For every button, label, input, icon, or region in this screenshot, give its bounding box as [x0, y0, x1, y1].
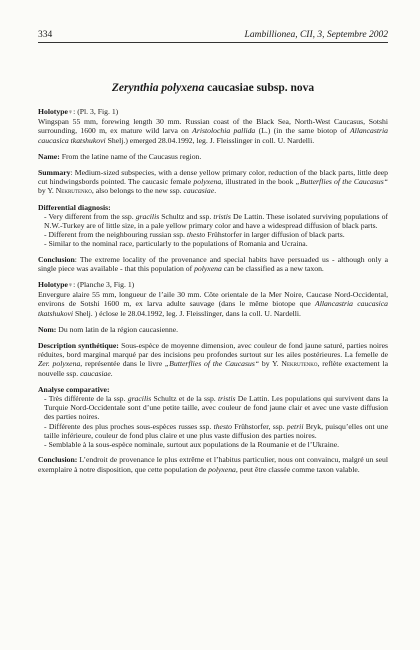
subspecies-name: caucasiae. — [80, 368, 113, 378]
summary-en-text: , also belongs to the new ssp. — [91, 186, 184, 196]
summary-en-text: , illustrated in the book — [221, 177, 296, 187]
diagnosis-en-heading: Differential diagnosis: — [38, 202, 111, 212]
nom-fr-text: Du nom latin de la région caucasienne. — [56, 324, 179, 334]
species-name: Zer. polyxena, — [38, 359, 83, 369]
author-name: Nekrutenko — [281, 359, 318, 369]
list-item: - Semblable à la sous-espèce nominale, surtout aux populations de la Roumanie et de l’Ukraine. — [44, 440, 340, 450]
holotype-en-paragraph — [38, 107, 388, 145]
conclusion-fr-text: L’endroit de provenance le plus extrême et l’habitus particulier, nous ont convaincu, malgré un seul exemplaire à notre disposition, que cette population de — [38, 455, 388, 474]
species-name: polyxena — [208, 464, 236, 474]
name-en-paragraph — [38, 152, 388, 161]
name-en-text: From the latine name of the Caucasus region. — [59, 151, 202, 161]
list-item: - Similar to the nominal race, particularly to the populations of Romania and Ucraina. — [44, 239, 308, 249]
running-header — [38, 30, 388, 43]
summary-en-label: Summary — [38, 168, 71, 178]
female-symbol-icon: ♀ — [67, 108, 74, 116]
conclusion-en-text: can be classified as a new taxon. — [221, 263, 324, 273]
holotype-en-text: (L.) (in the same biotop of — [255, 126, 350, 136]
name-en-label: Name: — [38, 151, 60, 161]
holotype-fr-text: Envergure alaire 55 mm, longueur de l’aile 30 mm. Côte orientale de la Mer Noire, Caucase Nord-Occidental, environs de Sotshi 1600 m, ex larva adulte sauvage (dans le même biotope que — [38, 290, 388, 309]
description-fr-text: by Y. — [259, 359, 282, 369]
holotype-en-text: Shelj.) emerged 28.04.1992, leg. J. Fleisslinger in coll. U. Nardelli. — [105, 135, 315, 145]
title-species: Zerynthia polyxena — [111, 82, 205, 94]
holotype-fr-label: Holotype — [38, 280, 68, 290]
summary-en-text: . — [214, 186, 217, 196]
holotype-fr-ref: : (Planche 3, Fig. 1) — [73, 280, 135, 290]
analyse-fr-list — [38, 394, 388, 449]
diagnosis-en-list — [38, 212, 388, 249]
conclusion-en-paragraph — [38, 255, 388, 273]
description-fr-paragraph — [38, 341, 388, 378]
species-name: polyxena — [194, 263, 222, 273]
book-title: „Butterflies of the Caucasus“ — [295, 177, 388, 187]
analyse-fr-heading: Analyse comparative: — [38, 384, 110, 394]
nom-fr-paragraph — [38, 325, 388, 334]
holotype-fr-paragraph — [38, 280, 388, 318]
article-body — [38, 82, 388, 481]
summary-en-paragraph — [38, 168, 388, 196]
taxon-name: Allancastria caucasica tkatshukovi — [38, 126, 388, 145]
list-item: - Très différente de la ssp. gracilis Schultz et de la ssp. tristis De Lattin. Les populations qui survivent dans la Turquie Nord-Occidentale sont d’une petite taille, avec couleur de fond jaune clair et avec une vaste diffusion des parties noires. — [44, 394, 388, 422]
species-name: polyxena — [193, 177, 222, 187]
description-fr-text: , reflète exactement la nouvelle ssp. — [38, 359, 388, 378]
list-item: - Différente des plus proches sous-espèces russes ssp. thesto Frühstorfer, ssp. petrii Bryk, puisqu’elles ont une taille inférieure, couleur de fond plus claire et une plus vaste diffusion des parties noires. — [44, 421, 388, 440]
female-symbol-icon: ♀ — [67, 281, 74, 290]
author-name: Nekrutenko — [55, 186, 92, 196]
nom-fr-label: Nom: — [38, 324, 57, 334]
description-fr-label: Description synthétique: — [38, 341, 119, 351]
holotype-en-text: Wingspan 55 mm, forewing length 30 mm. Russian coast of the Black Sea, North-West Caucasus, Sotshi surrounding, 1600 m, ex mature wild larva on — [38, 117, 388, 136]
page-number: 334 — [38, 30, 53, 40]
summary-en-text: : Medium-sized subspecies, with a dense yellow primary color, reduction of the black parts, little deep cut hindwingsbords pointed. The caucasic female — [38, 168, 388, 187]
summary-en-text: by Y. — [38, 186, 56, 196]
article-title — [38, 82, 388, 94]
title-subspecies: caucasiae subsp. nova — [207, 82, 315, 94]
book-title: „Butterflies of the Caucasus“ — [164, 359, 260, 369]
subspecies-name: caucasiae — [183, 186, 215, 196]
holotype-en-label: Holotype — [38, 107, 68, 116]
conclusion-fr-label: Conclusion: — [38, 455, 78, 465]
conclusion-en-text: : The extreme locality of the provenance and special habits have persuaded us - although only a single piece was available - that this population of — [38, 254, 388, 273]
conclusion-en-label: Conclusion — [38, 254, 75, 264]
description-fr-text: représentée dans le livre — [82, 359, 165, 369]
taxon-name: Allancastria caucasica tkatshukovi — [38, 299, 388, 318]
holotype-en-ref: : (Pl. 3, Fig. 1) — [73, 107, 119, 116]
description-fr-text: Sous-espèce de moyenne dimension, avec couleur de fond jaune saturé, parties noires réduites, bord marginal marqué par des incisions peu profondes surtout sur les ailes postérieures. La femelle de — [38, 341, 388, 360]
conclusion-fr-paragraph — [38, 455, 388, 473]
journal-citation: Lambillionea, CII, 3, Septembre 2002 — [244, 30, 388, 40]
list-item: - Different from the neighbouring russian ssp. thesto Frühstorfer in larger diffusion of black parts. — [44, 230, 345, 240]
list-item: - Very different from the ssp. gracilis Schultz and ssp. tristis De Lattin. These isolated surviving populations of N.W.-Turkey are of little size, in a pale yellow primary color and have a widespread diffusion of black parts. — [44, 211, 388, 231]
conclusion-fr-text: , peut être classée comme taxon valable. — [235, 464, 360, 474]
plant-name: Aristolochia pallida — [192, 126, 256, 136]
holotype-fr-text: Shelj. ) éclose le 28.04.1992, leg. J. Fleisslinger, dans la coll. U. Nardelli. — [73, 308, 301, 318]
